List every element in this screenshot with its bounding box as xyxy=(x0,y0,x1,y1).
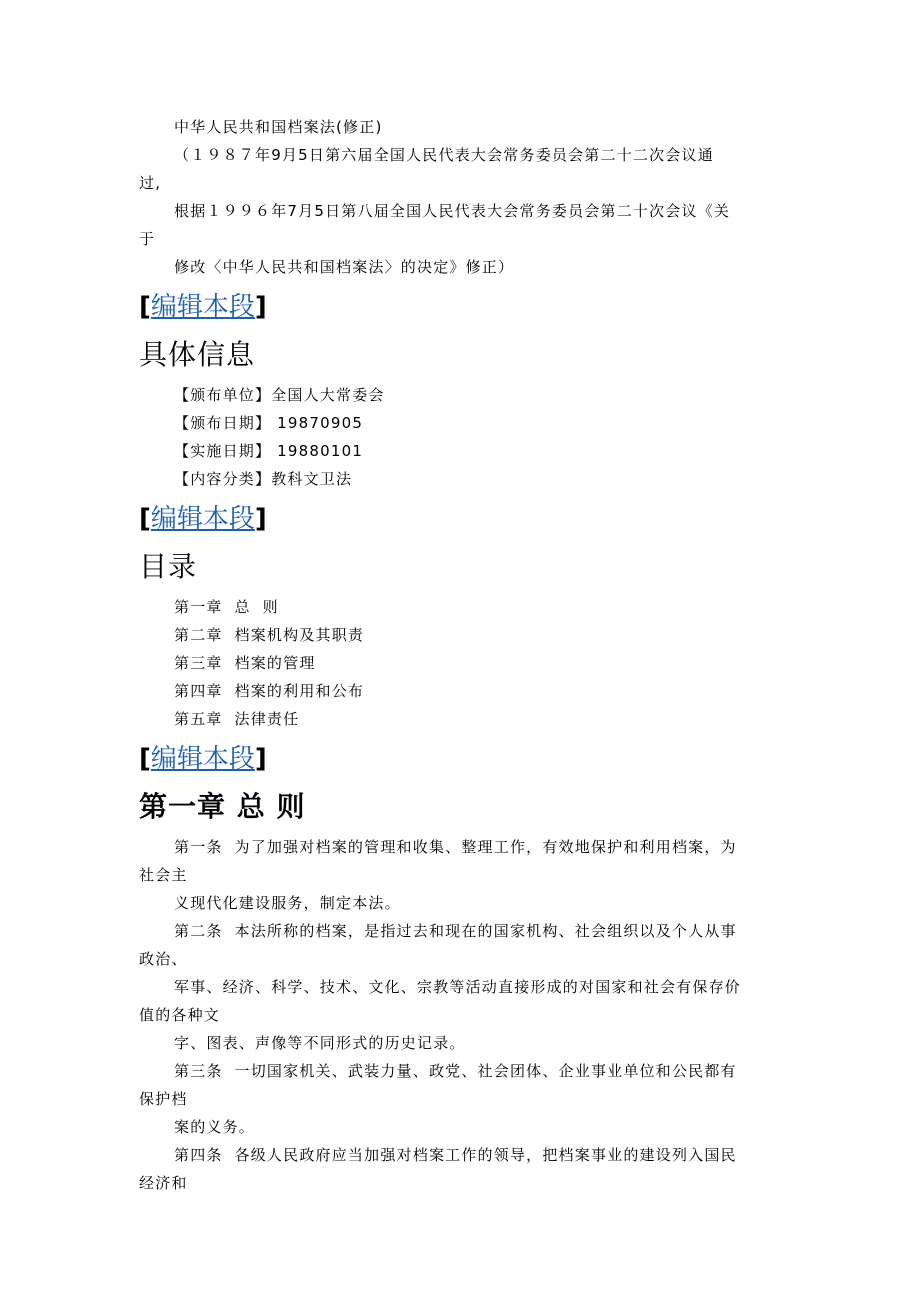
chapter1-line: 第三条 一切国家机关、武装力量、政党、社会团体、企业事业单位和公民都有 xyxy=(174,1062,737,1080)
edit-section-button[interactable]: 编辑本段 xyxy=(150,504,255,534)
info-item: 【内容分类】教科文卫法 xyxy=(174,470,353,488)
section-heading-info: 具体信息 xyxy=(139,338,256,371)
edit-section-link-1: [编辑本段] xyxy=(139,292,267,322)
chapter1-line: 政治、 xyxy=(139,950,188,968)
info-list xyxy=(139,381,789,493)
law-title: 中华人民共和国档案法(修正) xyxy=(174,118,383,136)
chapter1-line: 字、图表、声像等不同形式的历史记录。 xyxy=(174,1034,466,1052)
toc-item: 第五章 法律责任 xyxy=(174,710,300,728)
section-heading-toc: 目录 xyxy=(139,550,198,583)
section-heading-chapter1: 第一章 总 则 xyxy=(139,790,306,823)
chapter1-line: 社会主 xyxy=(139,866,188,884)
toc-item: 第二章 档案机构及其职责 xyxy=(174,626,365,644)
chapter1-line: 军事、经济、科学、技术、文化、宗教等活动直接形成的对国家和社会有保存价 xyxy=(174,978,742,996)
intro-line: 修改〈中华人民共和国档案法〉的决定》修正） xyxy=(174,258,515,276)
edit-section-button[interactable]: 编辑本段 xyxy=(150,744,255,774)
info-item: 【颁布单位】全国人大常委会 xyxy=(174,386,385,404)
info-item: 【实施日期】 19880101 xyxy=(174,442,364,460)
chapter1-line: 第四条 各级人民政府应当加强对档案工作的领导，把档案事业的建设列入国民 xyxy=(174,1146,737,1164)
info-item: 【颁布日期】 19870905 xyxy=(174,414,364,432)
chapter1-line: 经济和 xyxy=(139,1174,188,1192)
toc-item: 第一章 总 则 xyxy=(174,598,279,616)
toc-item: 第四章 档案的利用和公布 xyxy=(174,682,365,700)
intro-line: 根据１９９６年7月5日第八届全国人民代表大会常务委员会第二十次会议《关 xyxy=(174,202,731,220)
chapter1-line: 义现代化建设服务，制定本法。 xyxy=(174,894,401,912)
chapter1-line: 保护档 xyxy=(139,1090,188,1108)
intro-line: （１９８７年9月5日第六届全国人民代表大会常务委员会第二十二次会议通 xyxy=(174,146,714,164)
chapter1-line: 第一条 为了加强对档案的管理和收集、整理工作，有效地保护和利用档案，为 xyxy=(174,838,737,856)
edit-section-link-3: [编辑本段] xyxy=(139,744,267,774)
chapter1-line: 案的义务。 xyxy=(174,1118,256,1136)
toc-list xyxy=(139,593,789,733)
document-content xyxy=(139,113,789,1197)
edit-section-button[interactable]: 编辑本段 xyxy=(150,292,255,322)
toc-item: 第三章 档案的管理 xyxy=(174,654,316,672)
edit-section-link-2: [编辑本段] xyxy=(139,504,267,534)
intro-line: 过, xyxy=(139,174,162,192)
intro-line: 于 xyxy=(139,230,156,248)
chapter1-body xyxy=(139,833,789,1197)
chapter1-line: 值的各种文 xyxy=(139,1006,221,1024)
chapter1-line: 第二条 本法所称的档案，是指过去和现在的国家机构、社会组织以及个人从事 xyxy=(174,922,737,940)
